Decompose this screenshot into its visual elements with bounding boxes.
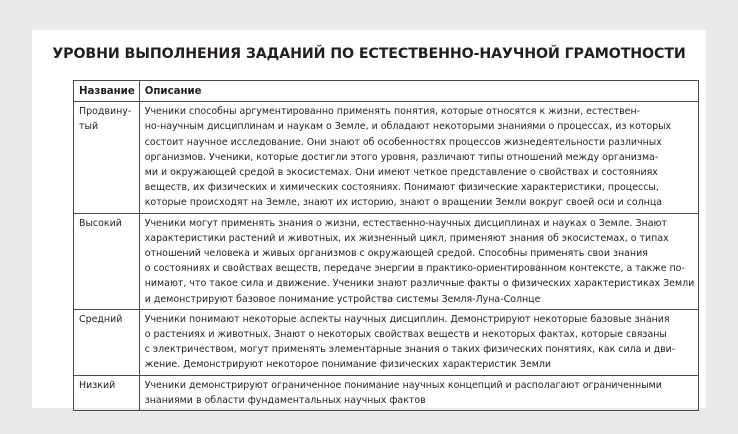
header-description: Описание [139, 81, 699, 102]
description-line: Ученики могут применять знания о жизни, естественно-научных дисциплинах и науках о Земле. Знают [144, 217, 667, 229]
description-line: Ученики демонстрируют ограниченное понимание научных концепций и располагают ограниченными [144, 379, 662, 391]
description-line: веществ, их физических и химических состояниях. Понимают физические характеристики, процессы, [144, 182, 659, 194]
description-line: о растениях и животных. Знают о некоторых свойствах веществ и некоторых фактах, которые связаны [144, 329, 667, 341]
level-name-line: Средний [79, 313, 123, 325]
description-line: о состояниях и свойствах веществ, передаче энергии в практико-ориентированном контексте, а также по- [144, 263, 685, 275]
table-row [74, 309, 699, 375]
level-name-line: тый [79, 121, 99, 133]
level-name [74, 102, 140, 213]
description-line: которые происходят на Земле, знают их историю, знают о вращении Земли вокруг своей оси и солнца [144, 197, 663, 209]
description-line: отношений человека и живых организмов с окружающей средой. Способны применять свои знания [144, 248, 648, 260]
table-body [74, 102, 699, 411]
table-row [74, 213, 699, 309]
description-line: состоит научное исследование. Они знают об особенностях процессов жизнедеятельности различных [144, 136, 662, 148]
level-name-line: Продвину- [79, 106, 132, 118]
description-line: и демонстрируют базовое понимание устройства системы Земля-Луна-Солнце [144, 293, 541, 305]
description-line: знаниями в области фундаментальных научных фактов [144, 394, 426, 406]
description-line: нимают, что такое сила и движение. Ученики знают различные факты о физических характеристиках Земли [144, 278, 695, 290]
level-name [74, 375, 140, 410]
description-line: жение. Демонстрируют некоторое понимание физических характеристик Земли [144, 359, 552, 371]
level-description [139, 213, 699, 309]
description-line: характеристики растений и животных, их жизненный цикл, применяют знания об экосистемах, о типах [144, 232, 669, 244]
level-name-line: Низкий [79, 379, 116, 391]
description-line: организмов. Ученики, которые достигли этого уровня, различают типы отношений между организма- [144, 151, 659, 163]
description-line: с электричеством, могут применять элементарные знания о таких физических понятиях, как сила и дви- [144, 344, 676, 356]
level-description [139, 102, 699, 213]
page-title: УРОВНИ ВЫПОЛНЕНИЯ ЗАДАНИЙ ПО ЕСТЕСТВЕННО-НАУЧНОЙ ГРАМОТНОСТИ [52, 46, 686, 62]
level-name [74, 309, 140, 375]
table-row [74, 102, 699, 213]
description-line: но-научным дисциплинам и наукам о Земле, и обладают некоторыми знаниями о процессах, из которых [144, 121, 672, 133]
level-description [139, 309, 699, 375]
level-name-line: Высокий [79, 217, 122, 229]
level-description [139, 375, 699, 410]
document-card [32, 30, 706, 408]
description-line: Ученики понимают некоторые аспекты научных дисциплин. Демонстрируют некоторые базовые знания [144, 313, 670, 325]
table-row [74, 375, 699, 410]
description-line: Ученики способны аргументированно применять понятия, которые относятся к жизни, естествен- [144, 106, 641, 118]
levels-table [73, 80, 699, 411]
description-line: ми и окружающей средой в экосистемах. Они имеют четкое представление о свойствах и состояниях [144, 167, 658, 179]
table-header-row [74, 81, 699, 102]
header-name: Название [74, 81, 140, 102]
level-name [74, 213, 140, 309]
